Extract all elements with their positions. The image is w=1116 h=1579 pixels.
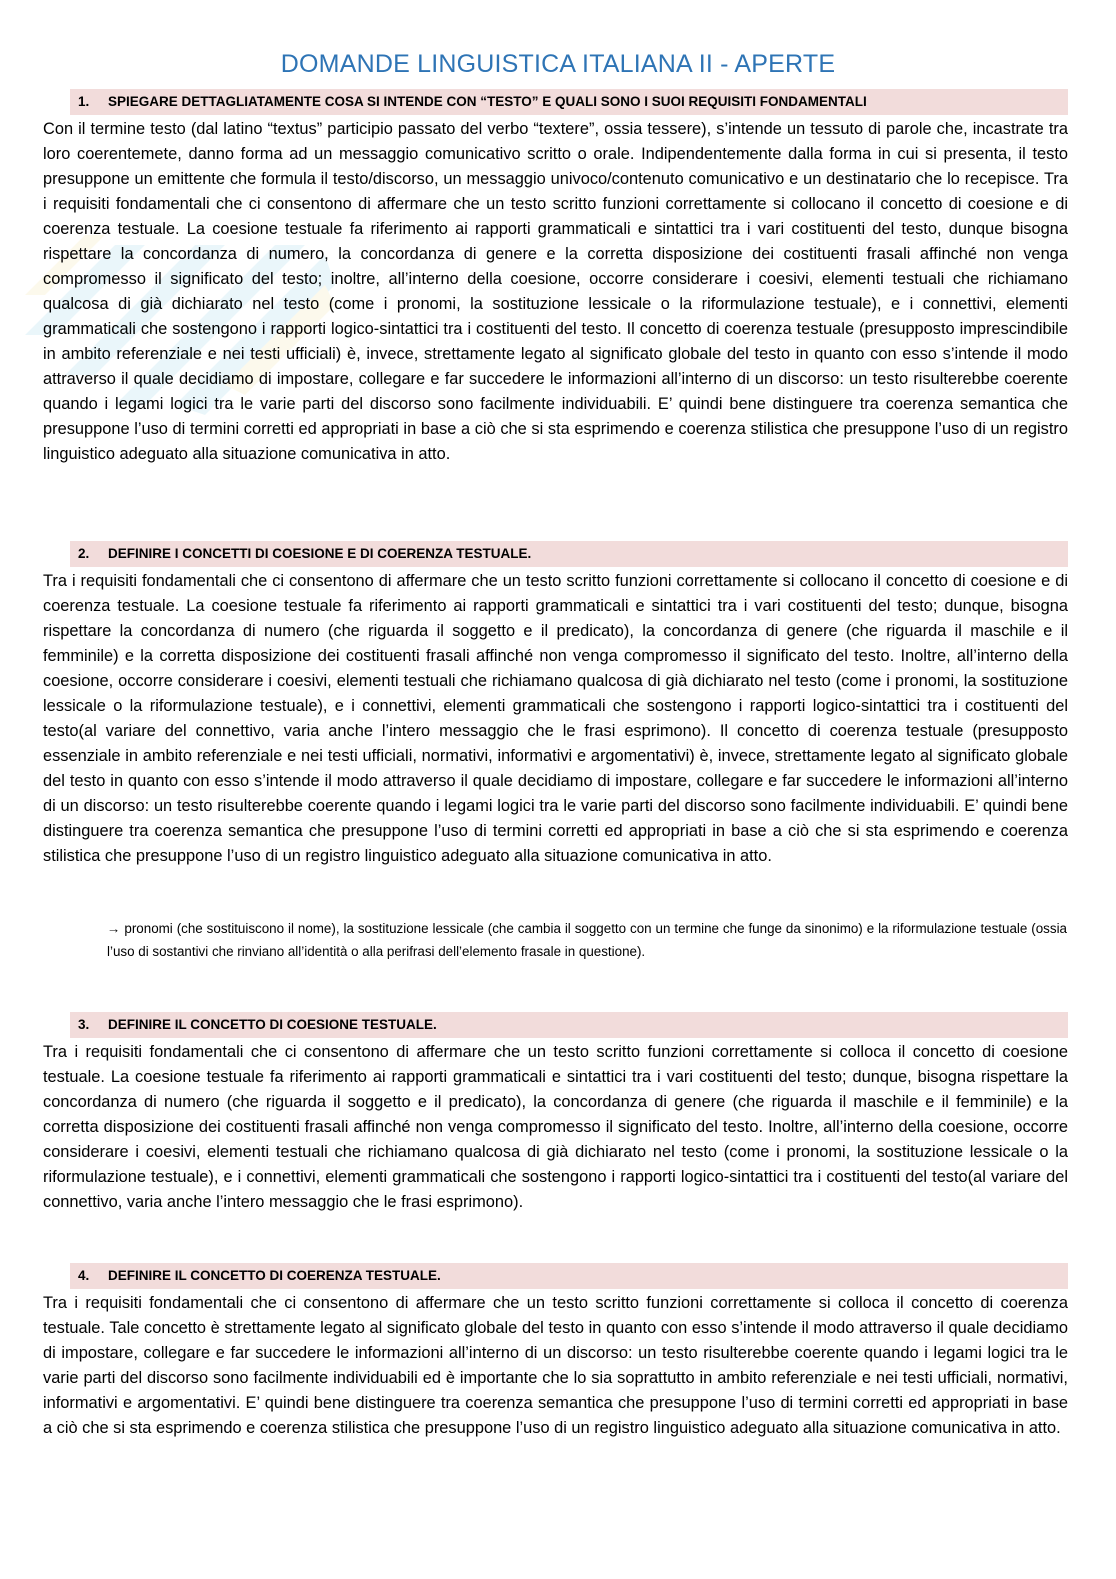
question-number: 1. — [78, 94, 90, 109]
question-number: 2. — [78, 546, 90, 561]
answer-paragraph-2: Tra i requisiti fondamentali che ci consentono di affermare che un testo scritto funzioni correttamente si collocano il concetto di coesione e di coerenza testuale. La coesione testuale fa riferimento ai rapporti grammaticali e sintattici tra i vari costituenti del testo; dunque, bisogna rispettare la concordanza di numero (che riguarda il soggetto e il predicato), la concordanza di genere (che riguarda il maschile e il femminile) e la corretta disposizione dei costituenti frasali affinché non venga compromesso il significato del testo. Inoltre, all’interno della coesione, occorre considerare i coesivi, elementi testuali che richiamano qualcosa di già dichiarato nel testo (come i pronomi, la sostituzione lessicale o la riformulazione testuale), e i connettivi, elementi grammaticali che sostengono i rapporti logico-sintattici tra i costituenti del testo(al variare del connettivo, varia anche l’intero messaggio che le frasi esprimono). Il concetto di coerenza testuale (presupposto essenziale in ambito referenziale e nei testi ufficiali, normativi, informativi e argomentativi) è, invece, strettamente legato al significato globale del testo in quanto con esso s’intende il modo attraverso il quale decidiamo di impostare, collegare e far succedere le informazioni all’interno di un discorso: un testo risulterebbe coerente quando i legami logici tra le varie parti del discorso sono facilmente individuabili. E’ quindi bene distinguere tra coerenza semantica che presuppone l’uso di termini corretti ed appropriati in base a ciò che si sta esprimendo e coerenza stilistica che presuppone l’uso di un registro linguistico adeguato alla situazione comunicativa in atto. — [43, 572, 1068, 865]
question-number: 4. — [78, 1268, 90, 1283]
question-heading-3 — [70, 1012, 1068, 1038]
question-number: 3. — [78, 1017, 90, 1032]
answer-paragraph-4: Tra i requisiti fondamentali che ci consentono di affermare che un testo scritto funzioni correttamente si colloca il concetto di coerenza testuale. Tale concetto è strettamente legato al significato globale del testo in quanto con esso s’intende il modo attraverso il quale decidiamo di impostare, collegare e far succedere le informazioni all’interno di un discorso: un testo risulterebbe coerente quando i legami logici tra le varie parti del discorso sono facilmente individuabili ed è importante che lo sia soprattutto in ambito referenziale e nei testi ufficiali, normativi, informativi e argomentativi. E’ quindi bene distinguere tra coerenza semantica che presuppone l’uso di termini corretti ed appropriati in base a ciò che si sta esprimendo e coerenza stilistica che presuppone l’uso di un registro linguistico adeguato alla situazione comunicativa in atto. — [43, 1294, 1068, 1437]
question-heading-text: DEFINIRE I CONCETTI DI COESIONE E DI COERENZA TESTUALE. — [108, 546, 532, 561]
question-heading-2 — [70, 541, 1068, 567]
footnote-list-item — [107, 917, 1067, 963]
question-heading-text: DEFINIRE IL CONCETTO DI COERENZA TESTUALE. — [108, 1268, 441, 1283]
arrow-right-icon: → — [107, 921, 121, 936]
answer-paragraph-1: Con il termine testo (dal latino “textus” participio passato del verbo “textere”, ossia tessere), s’intende un tessuto di parole che, incastrate tra loro coerentemete, danno forma ad un messaggio comunicativo scritto o orale. Indipendentemente dalla forma in cui si presenta, il testo presuppone un emittente che formula il testo/discorso, un messaggio univoco/contenuto comunicativo e un destinatario che lo recepisce. Tra i requisiti fondamentali che ci consentono di affermare che un testo scritto funzioni correttamente si collocano il concetto di coesione e di coerenza testuale. La coesione testuale fa riferimento ai rapporti grammaticali e sintattici tra i vari costituenti del testo, dunque bisogna rispettare la concordanza di numero, la concordanza di genere e la corretta disposizione dei costituenti frasali affinché non venga compromesso il significato del testo; inoltre, all’interno della coesione, occorre considerare i coesivi, elementi testuali che richiamano qualcosa di già dichiarato nel testo (come i pronomi, la sostituzione lessicale o la riformulazione testuale), e i connettivi, elementi grammaticali che sostengono i rapporti logico-sintattici tra i costituenti del testo. Il concetto di coerenza testuale (presupposto imprescindibile in ambito referenziale e nei testi ufficiali) è, invece, strettamente legato al significato globale del testo in quanto con esso s’intende il modo attraverso il quale decidiamo di impostare, collegare e far succedere le informazioni all’interno di un discorso: un testo risulterebbe coerente quando i legami logici tra le varie parti del discorso sono facilmente individuabili. E’ quindi bene distinguere tra coerenza semantica che presuppone l’uso di termini corretti ed appropriati in base a ciò che si sta esprimendo e coerenza stilistica che presuppone l’uso di un registro linguistico adeguato alla situazione comunicativa in atto. — [43, 120, 1068, 463]
question-heading-text: SPIEGARE DETTAGLIATAMENTE COSA SI INTENDE CON “TESTO” E QUALI SONO I SUOI REQUISITI FONDAMENTALI — [108, 94, 867, 109]
answer-paragraph-3: Tra i requisiti fondamentali che ci consentono di affermare che un testo scritto funzioni correttamente si colloca il concetto di coesione testuale. La coesione testuale fa riferimento ai rapporti grammaticali e sintattici tra i vari costituenti del testo; dunque, bisogna rispettare la concordanza di numero (che riguarda il soggetto e il predicato), la concordanza di genere (che riguarda il maschile e il femminile) e la corretta disposizione dei costituenti frasali affinché non venga compromesso il significato del testo. Inoltre, all’interno della coesione, occorre considerare i coesivi, elementi testuali che richiamano qualcosa di già dichiarato nel testo (come i pronomi, la sostituzione lessicale o la riformulazione testuale), e i connettivi, elementi grammaticali che sostengono i rapporti logico-sintattici tra i costituenti del testo(al variare del connettivo, varia anche l’intero messaggio che le frasi esprimono). — [43, 1043, 1068, 1211]
question-heading-1 — [70, 89, 1068, 115]
page-title: DOMANDE LINGUISTICA ITALIANA II - APERTE — [280, 50, 836, 78]
question-heading-text: DEFINIRE IL CONCETTO DI COESIONE TESTUALE. — [108, 1017, 437, 1032]
footnote-text: pronomi (che sostituiscono il nome), la sostituzione lessicale (che cambia il soggetto con un termine che funge da sinonimo) e la riformulazione testuale (ossia l’uso di sostantivi che rinviano all’identità o alla perifrasi dell’elemento frasale in questione). — [107, 921, 1067, 959]
question-heading-4 — [70, 1263, 1068, 1289]
